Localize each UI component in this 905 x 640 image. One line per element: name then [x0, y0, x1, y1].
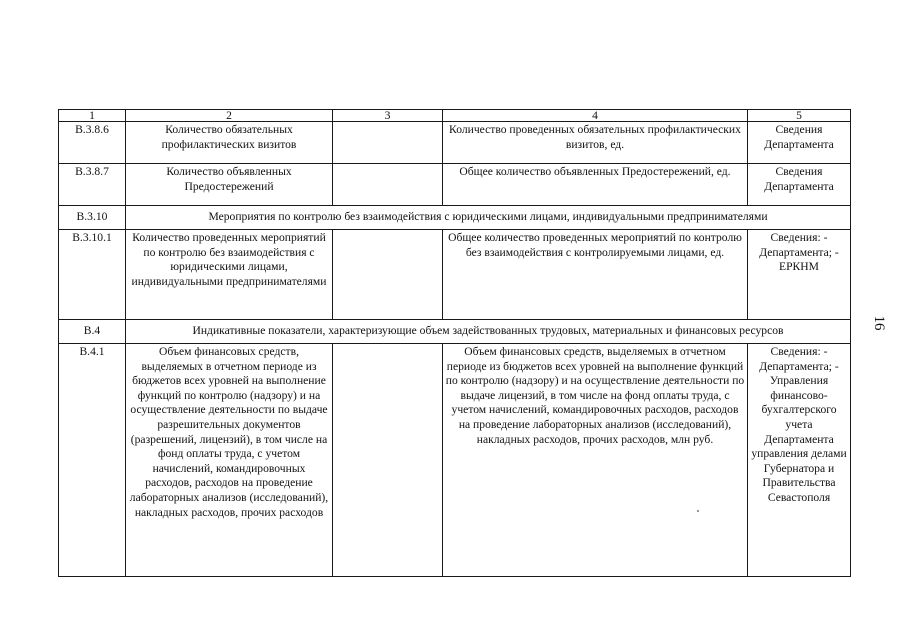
header-cell-5: 5 — [748, 110, 851, 122]
page-number: 16 — [871, 315, 887, 331]
row-code: В.3.8.6 — [59, 122, 126, 164]
row-name: Количество обязательных профилактических визитов — [126, 122, 333, 164]
section-code: В.4 — [59, 320, 126, 344]
header-cell-4: 4 — [443, 110, 748, 122]
row-measure: Количество проведенных обязательных профилактических визитов, ед. — [443, 122, 748, 164]
section-row — [59, 206, 851, 230]
row-col3 — [333, 230, 443, 320]
row-code: В.4.1 — [59, 344, 126, 577]
row-code: В.3.10.1 — [59, 230, 126, 320]
row-source: Сведения Департамента — [748, 122, 851, 164]
table-row — [59, 122, 851, 164]
row-col3 — [333, 122, 443, 164]
row-measure: Общее количество объявленных Предостережений, ед. — [443, 164, 748, 206]
row-col3 — [333, 164, 443, 206]
row-source: Сведения: - Департамента; - ЕРКНМ — [748, 230, 851, 320]
row-name: Количество объявленных Предостережений — [126, 164, 333, 206]
row-measure: Объем финансовых средств, выделяемых в отчетном периоде из бюджетов всех уровней на выполнение функций по контролю (надзору) и на осуществление деятельности по выдаче лицензий, в том числе на фонд оплаты труда, с учетом начислений, командировочных расходов, расходов на проведение лабораторных анализов (исследований), накладных расходов, прочих расходов, млн руб. — [443, 344, 748, 577]
table-row — [59, 164, 851, 206]
row-source: Сведения Департамента — [748, 164, 851, 206]
section-code: В.3.10 — [59, 206, 126, 230]
row-col3 — [333, 344, 443, 577]
section-row — [59, 320, 851, 344]
header-cell-2: 2 — [126, 110, 333, 122]
header-row — [59, 110, 851, 122]
row-source: Сведения: - Департамента; - Управления финансово-бухгалтерского учета Департамента управления делами Губернатора и Правительства Севастополя — [748, 344, 851, 577]
row-code: В.3.8.7 — [59, 164, 126, 206]
scan-speck — [697, 510, 699, 512]
table-row — [59, 344, 851, 577]
header-cell-1: 1 — [59, 110, 126, 122]
section-title: Мероприятия по контролю без взаимодействия с юридическими лицами, индивидуальными предпринимателями — [126, 206, 851, 230]
row-name: Объем финансовых средств, выделяемых в отчетном периоде из бюджетов всех уровней на выполнение функций по контролю (надзору) и на осуществление деятельности по выдаче разрешительных документов (разрешений, лицензий), в том числе на фонд оплаты труда, с учетом начислений, командировочных расходов, расходов на проведение лабораторных анализов (исследований), накладных расходов, прочих расходов — [126, 344, 333, 577]
section-title: Индикативные показатели, характеризующие объем задействованных трудовых, материальных и финансовых ресурсов — [126, 320, 851, 344]
row-measure: Общее количество проведенных мероприятий по контролю без взаимодействия с контролируемыми лицами, ед. — [443, 230, 748, 320]
row-name: Количество проведенных мероприятий по контролю без взаимодействия с юридическими лицами, индивидуальными предпринимателями — [126, 230, 333, 320]
header-cell-3: 3 — [333, 110, 443, 122]
indicators-table — [58, 109, 851, 577]
table-row — [59, 230, 851, 320]
